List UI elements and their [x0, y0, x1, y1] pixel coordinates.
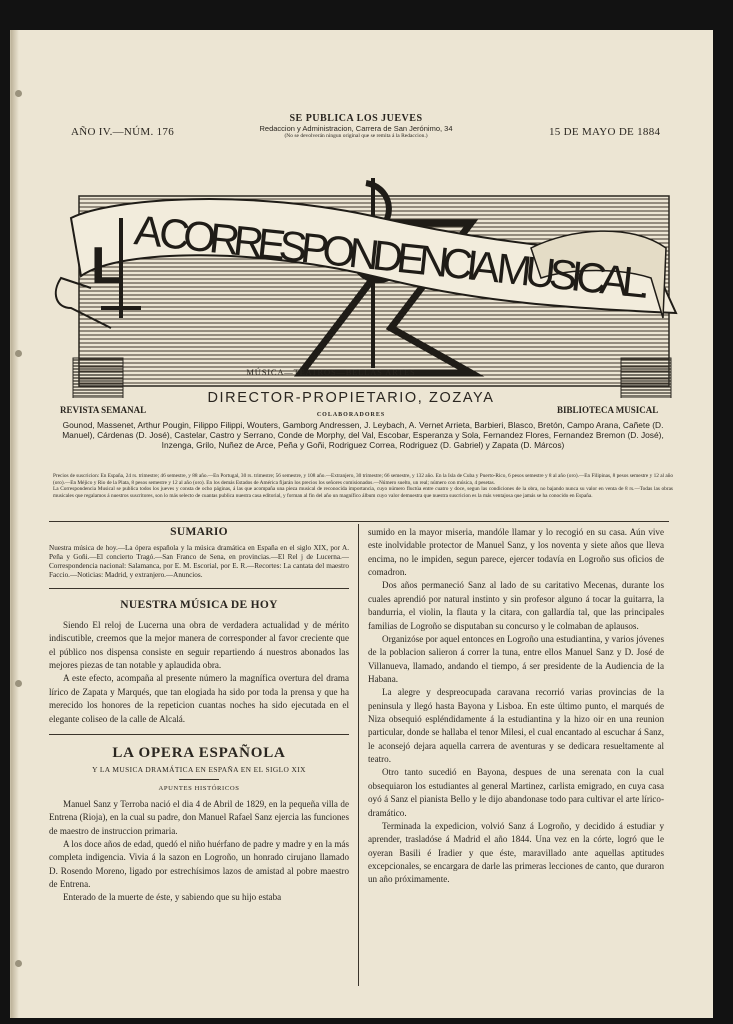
- subscription-description: La Correspondencia Musical se publica todos los jueves y consta de ocho páginas, á las que acompaña una pieza musical de reconocida importancia, cuyo número fluctúa entre cuatro y doce, segun las condiciones de la obra, no bajando nunca su valor en venta de 8 rs.—Todas las obras musicales que regalamos á nuestros suscritores, son lo más selecto de cuantas publica nuestra casa editorial, y forman al fin del año un magnífico álbum cuyo valor demuestra que nuestra suscricion es la más ventajosa que jamás se ha conocido en España.: [53, 486, 673, 499]
- column-divider: [358, 524, 359, 986]
- apuntes-label: APUNTES HISTÓRICOS: [158, 784, 240, 792]
- subscription-block: [53, 473, 673, 499]
- binding-hole: [15, 90, 22, 97]
- right-column: [368, 526, 664, 887]
- paragraph: Siendo El reloj de Lucerna una obra de verdadera actualidad y de mérito indiscutible, creemos que la mejor manera de corresponder al favor creciente que el público nos dispensa consiste en seguir repartiendo á nuestros abonados las mejores piezas de tan notable y aplaudida obra.: [49, 620, 349, 671]
- binding-hole: [15, 680, 22, 687]
- masthead-subtitle: MÚSICA—TEATROS—BELLAS ARTES: [246, 367, 416, 377]
- revista-semanal-label: REVISTA SEMANAL: [60, 405, 147, 415]
- board-leg-right: [621, 358, 671, 398]
- header-center: [191, 113, 521, 139]
- opera-title: LA OPERA ESPAÑOLA: [112, 744, 286, 761]
- left-column: [49, 526, 349, 905]
- return-notice: (No se devolverán ningun original que se remita á la Redaccion.): [284, 133, 428, 140]
- board-leg-left: [73, 358, 123, 398]
- binding-hole: [15, 960, 22, 967]
- issue-date: 15 DE MAYO DE 1884: [549, 126, 661, 138]
- page-spine: [11, 30, 19, 1018]
- paragraph: A los doce años de edad, quedó el niño huérfano de padre y madre y en la más completa indigencia. Vivia á la sazon en Logroño, un honrado cirujano llamado D. Rosendo Moreno, ligado por estrechísimos lazos de amistad al pobre maestro de Entrena.: [49, 838, 349, 890]
- paragraph: La alegre y despreocupada caravana recorrió varias provincias de la peninsula y llegó hasta Bayona y Lisboa. En este último punto, el marqués de Niza obsequió espléndidamente á la estudiantina y la hizo oir en una reunion particular, donde se hallaba el tenor Milesi, el cual encantado al escuchar á Sanz, le aconsejó dejara aquella carrera de aventuras y se dedicara resueltamente al teatro.: [368, 687, 664, 765]
- short-rule: [179, 779, 219, 780]
- musica-hoy-body: [49, 619, 349, 726]
- masthead-title-text: A CORRESPONDENCIA MUSICAL.: [132, 206, 655, 308]
- colaboradores-title: COLABORADORES: [316, 412, 386, 418]
- paragraph: A este efecto, acompaña al presente número la magnífica overtura del drama lírico de Zapata y Marqués, que tan elogiada ha sido por toda la prensa y que ha merecido los honores de la repeticion cuantas noches ha sido ejecutada en el elegante coliseo de la calle de Alcalá.: [49, 673, 349, 724]
- section-rule: [49, 734, 349, 735]
- paragraph: Manuel Sanz y Terroba nació el dia 4 de Abril de 1829, en la pequeña villa de Entrena (Rioja), en la cual su padre, don Manuel Rafael Sanz ejercia las funciones de maestro de instruccion primaria.: [49, 798, 349, 836]
- opera-subtitle: Y LA MUSICA DRAMÁTICA EN ESPAÑA EN EL SIGLO XIX: [92, 764, 306, 774]
- publication-day: SE PUBLICA LOS JUEVES: [289, 113, 423, 124]
- section-rule: [49, 588, 349, 589]
- paragraph: Dos años permaneció Sanz al lado de su caritativo Mecenas, durante los cuales aprendió por natural instinto y sin profesor alguno á tocar la guitarra, la bandurria, el violin, la flauta y la citara, con gallardía tal, que las principales familias de Logroño se disputaban su concurso y le colmaban de aplausos.: [368, 580, 664, 631]
- masthead-l-initial: L: [91, 237, 123, 295]
- masthead-illustration: [51, 158, 693, 398]
- paragraph: sumido en la mayor miseria, mandóle llamar y lo recogió en su casa. Aún vive este inolvidable protector de Manuel Sanz, y los noventa y siete años que lleva encima, no le impiden, segun parece, ejercer todavía en Logroño sus oficios de comadron.: [368, 527, 664, 578]
- opera-body: [49, 798, 349, 905]
- newspaper-page: [10, 30, 713, 1018]
- address: Redaccion y Administracion, Carrera de San Jerónimo, 34: [259, 123, 453, 133]
- issue-number: AÑO IV.—NÚM. 176: [71, 126, 174, 138]
- paragraph: Otro tanto sucedió en Bayona, despues de una serenata con la cual obsequiaron los estudiantes al general Martinez, carlista emigrado, en cuya casa oyó á Sanz el pianista Bello y le dijo abandonase todo para cultivar el arte lírico-dramático.: [368, 767, 664, 818]
- paragraph: Enterado de la muerte de éste, y sabiendo que su hijo estaba: [63, 892, 282, 903]
- sumario-heading: SUMARIO: [170, 526, 228, 538]
- paragraph: Organizóse por aquel entonces en Logroño una estudiantina, y varios jóvenes de la poblacion salieron á correr la tuna, entre ellos Manuel Sanz y D. José de Villanueva, llamado, andando el tiempo, á ser presidente de la Audiencia de la Habana.: [368, 633, 664, 684]
- subscription-prices: Precios de suscricion: En España, 24 rs. trimestre; 46 semestre, y 88 año.—En Portugal, 30 rs. trimestre; 56 semestre, y 108 año.—Extranjero, 30 trimestre; 66 semestre, y 132 año. En la Isla de Cuba y Puerto-Rico, 6 pesos semestre y 8 al año (oro).—En Filipinas, 8 pesos semestre y 12 al año (oro).—En Méjico y Rio de la Plata, 8 pesos semestre y 12 al año (oro). En los demás Estados de América fijarán los precios los señores comisionados.—Número suelto, un real; número con música, 4 pesetas.: [53, 473, 673, 486]
- colaboradores-list: Gounod, Massenet, Arthur Pougin, Filippo Filippi, Wouters, Gamborg Andressen, J. Leybach, A. Vernet Arrieta, Barbieri, Blasco, Bretón, Campo Arana, Cañete (D. Manuel), Cárdenas (D. José), Castelar, Castro y Serrano, Conde de Morphy, del Val, Escobar, Esperanza y Sola, Fernandez Flores, Fernandez Bremon (D. José), Inzenga, Grilo, Nuñez de Arce, Peña y Goñi, Rodriguez Correa, Rodriguez (D. Gabriel) y Zapata (D. Márcos): [62, 420, 664, 451]
- header-rule: [49, 521, 669, 522]
- biblioteca-musical-label: BIBLIOTECA MUSICAL: [557, 405, 659, 415]
- paragraph: Terminada la expedicion, volvió Sanz á Logroño, y decidido á estudiar y aprender, trasladóse á Madrid el año 1844. Una vez en la córte, logró que le oyeran Basili é Iradier y que éste, maravillado ante aquellas aptitudes excepcionales, se encargara de darle las primeras lecciones de canto, que duraron un año próximamente.: [368, 820, 664, 885]
- binding-hole: [15, 350, 22, 357]
- right-column-body: [368, 526, 664, 887]
- masthead-svg: [51, 158, 693, 398]
- director-line: DIRECTOR-PROPIETARIO, ZOZAYA: [207, 390, 495, 406]
- musica-hoy-heading: NUESTRA MÚSICA DE HOY: [120, 599, 278, 611]
- sumario-text: Nuestra música de hoy.—La ópera española y la música dramática en España en el siglo XIX, por A. Peña y Goñi.—El concierto Tragó.—San Franco de Sena, en provincias.—El Rel j de Lucerna.—Correspondencia nacional: Salamanca, por E. M. Escorial, por E. R.—Recortes: La cantata del maestro Faccio.—Noticias: Madrid, y extranjero.—Anuncios.: [49, 544, 349, 579]
